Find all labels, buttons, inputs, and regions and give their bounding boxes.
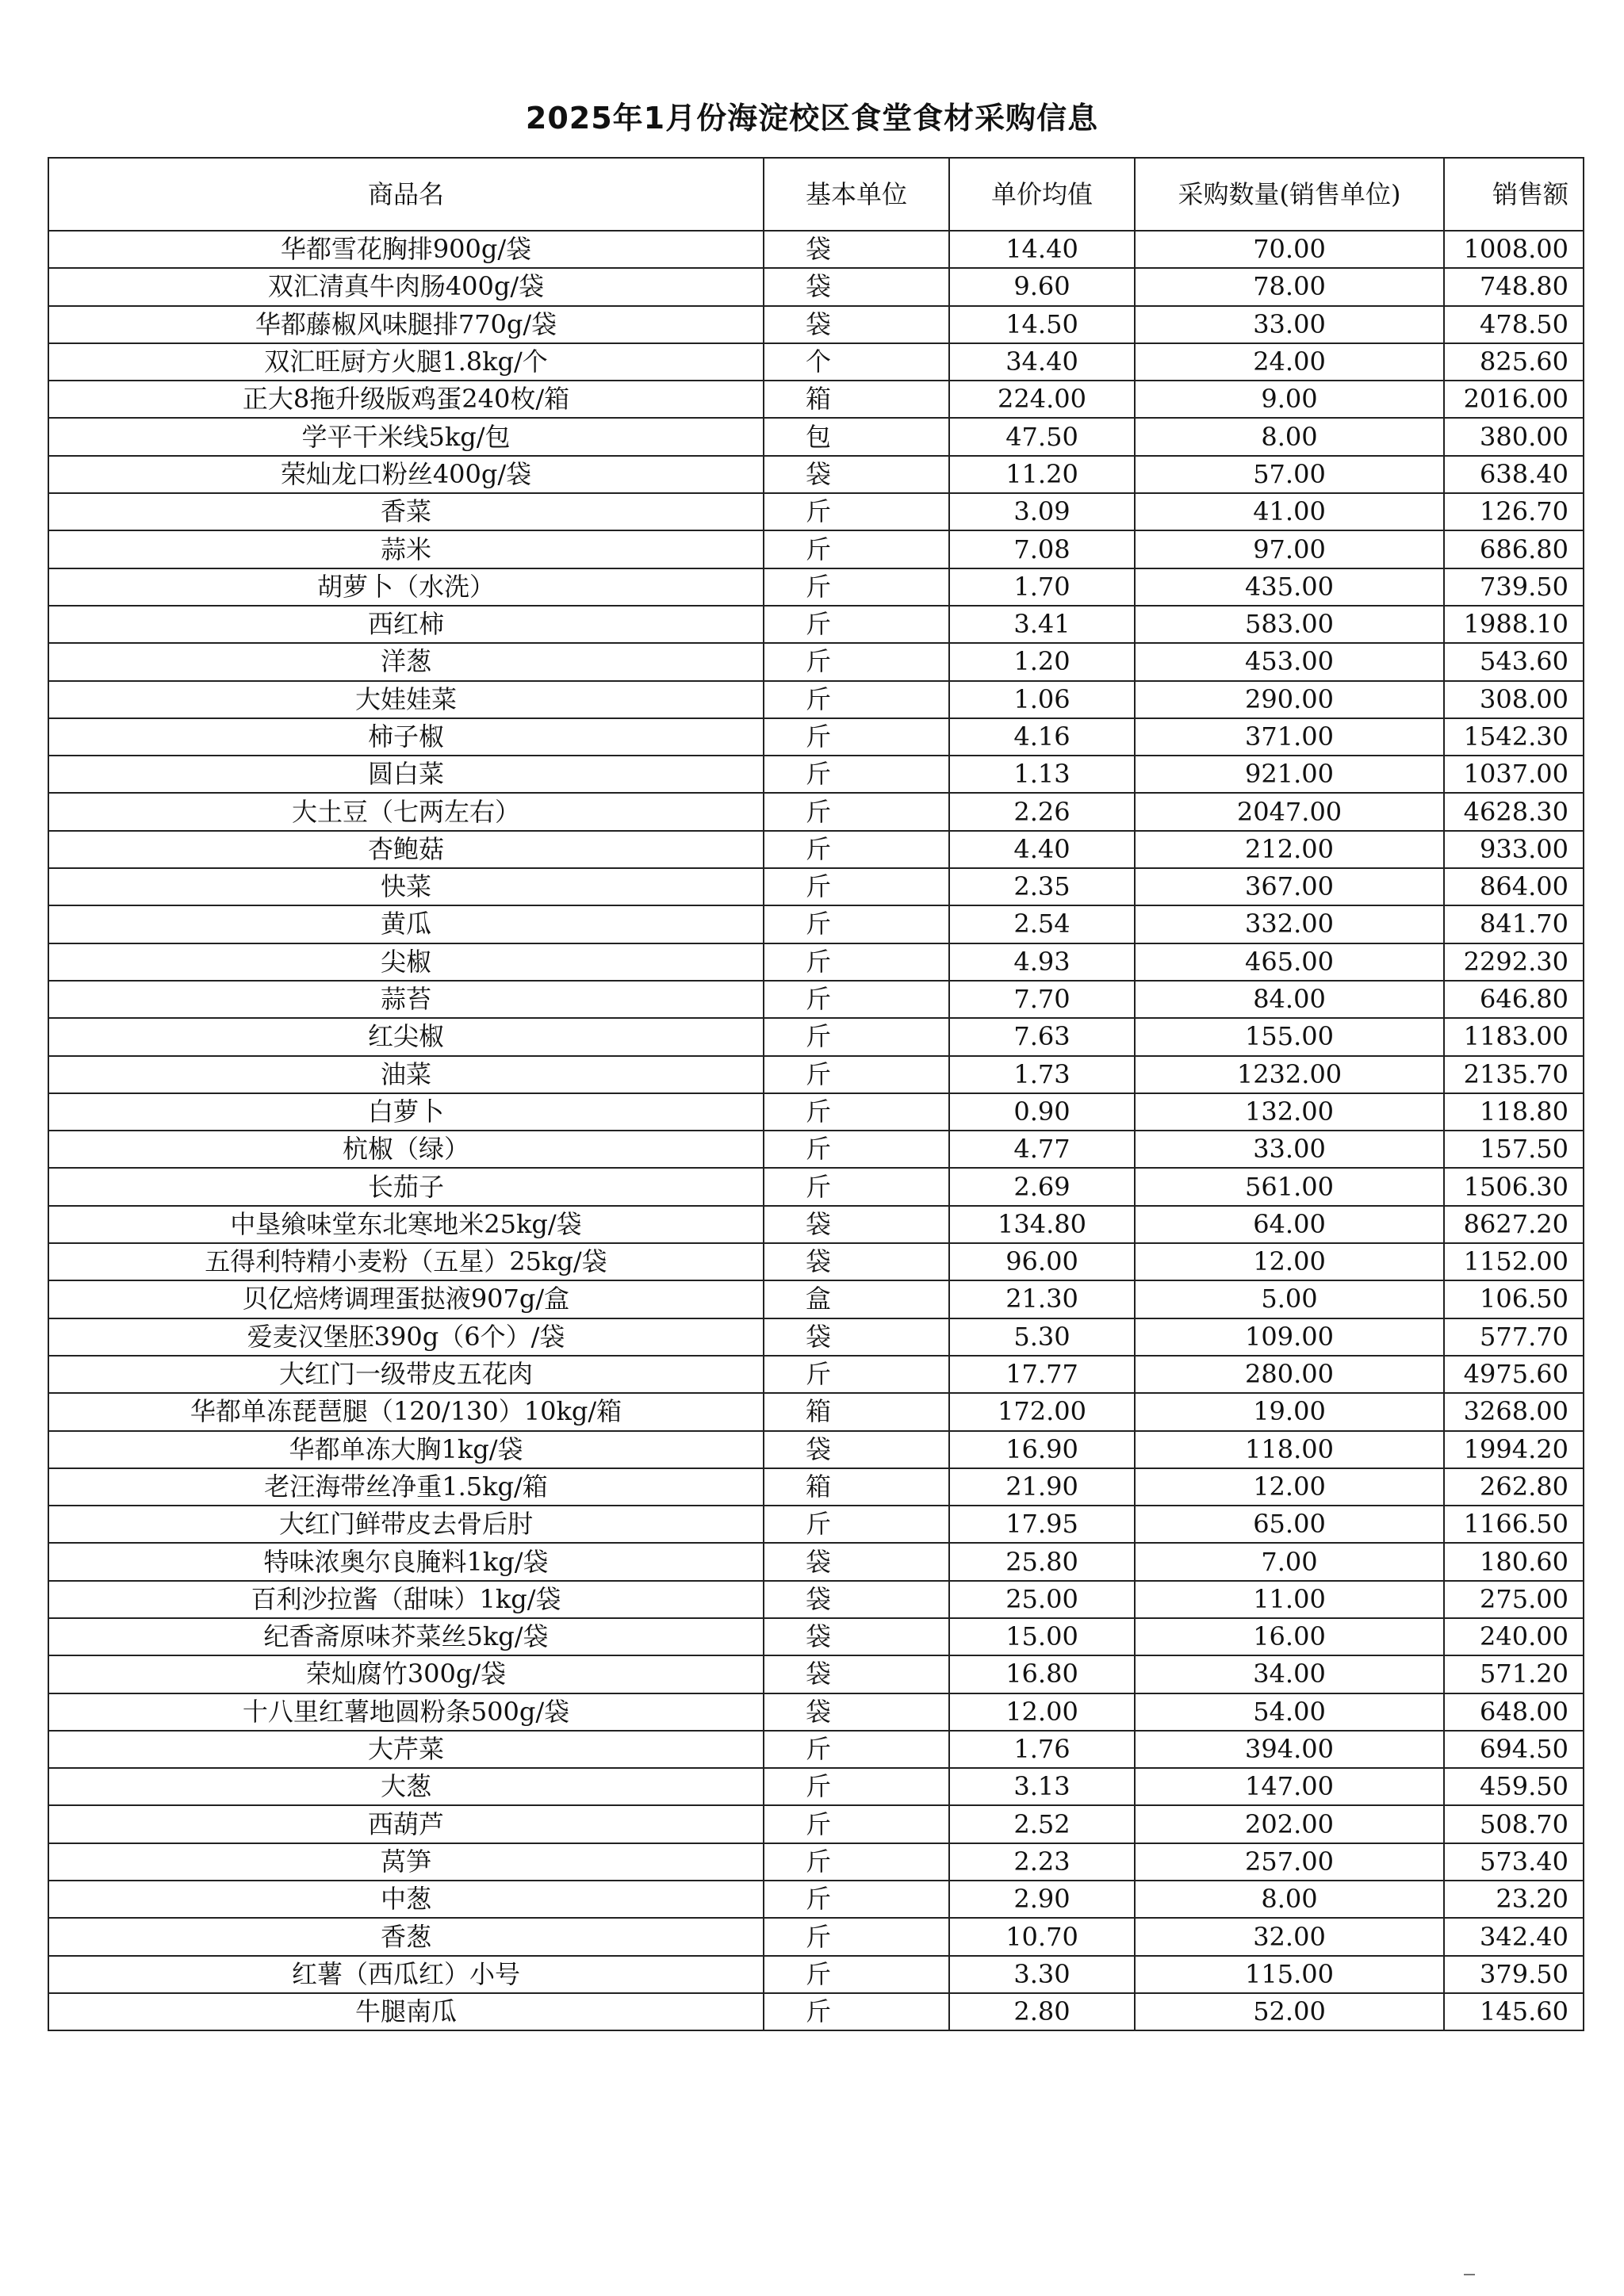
sales-amount-cell: 1037.00 [1444,756,1584,793]
sales-amount-cell: 308.00 [1444,681,1584,718]
quantity-cell: 12.00 [1135,1468,1444,1506]
product-name-cell: 贝亿焙烤调理蛋挞液907g/盒 [48,1280,764,1318]
sales-amount-cell: 2016.00 [1444,381,1584,418]
quantity-cell: 7.00 [1135,1543,1444,1580]
product-name-cell: 爱麦汉堡胚390g（6个）/袋 [48,1318,764,1356]
quantity-cell: 147.00 [1135,1768,1444,1805]
unit-cell: 袋 [764,1206,949,1243]
sales-amount-cell: 8627.20 [1444,1206,1584,1243]
unit-cell: 斤 [764,530,949,568]
table-row [48,1805,1584,1843]
quantity-cell: 9.00 [1135,381,1444,418]
quantity-cell: 11.00 [1135,1581,1444,1618]
sales-amount-cell: 825.60 [1444,343,1584,381]
quantity-cell: 561.00 [1135,1168,1444,1205]
unit-cell: 斤 [764,718,949,756]
unit-cell: 斤 [764,1918,949,1955]
quantity-cell: 41.00 [1135,493,1444,530]
product-name-cell: 华都藤椒风味腿排770g/袋 [48,306,764,343]
unit-price-cell: 11.20 [949,456,1135,493]
product-name-cell: 双汇旺厨方火腿1.8kg/个 [48,343,764,381]
unit-price-cell: 16.80 [949,1655,1135,1693]
header-base-unit: 基本单位 [764,158,949,231]
table-row [48,1168,1584,1205]
unit-cell: 斤 [764,1768,949,1805]
unit-price-cell: 3.41 [949,606,1135,643]
sales-amount-cell: 106.50 [1444,1280,1584,1318]
sales-amount-cell: 262.80 [1444,1468,1584,1506]
sales-amount-cell: 1988.10 [1444,606,1584,643]
unit-cell: 斤 [764,1056,949,1093]
unit-price-cell: 47.50 [949,418,1135,455]
table-row [48,1206,1584,1243]
table-row [48,793,1584,830]
unit-cell: 袋 [764,268,949,305]
page-mark [1464,2274,1475,2275]
unit-price-cell: 7.70 [949,981,1135,1018]
quantity-cell: 97.00 [1135,530,1444,568]
sales-amount-cell: 648.00 [1444,1693,1584,1731]
table-row [48,1093,1584,1131]
quantity-cell: 132.00 [1135,1093,1444,1131]
unit-price-cell: 2.90 [949,1881,1135,1918]
unit-price-cell: 9.60 [949,268,1135,305]
unit-cell: 斤 [764,1731,949,1768]
product-name-cell: 百利沙拉酱（甜味）1kg/袋 [48,1581,764,1618]
quantity-cell: 33.00 [1135,306,1444,343]
table-row [48,493,1584,530]
quantity-cell: 8.00 [1135,418,1444,455]
sales-amount-cell: 1183.00 [1444,1018,1584,1055]
quantity-cell: 52.00 [1135,1993,1444,2030]
unit-price-cell: 2.54 [949,905,1135,943]
sales-amount-cell: 275.00 [1444,1581,1584,1618]
product-name-cell: 荣灿龙口粉丝400g/袋 [48,456,764,493]
unit-cell: 袋 [764,1543,949,1580]
product-name-cell: 大葱 [48,1768,764,1805]
unit-cell: 斤 [764,681,949,718]
table-row [48,568,1584,606]
sales-amount-cell: 2292.30 [1444,943,1584,981]
header-sales-amount: 销售额 [1444,158,1584,231]
unit-cell: 斤 [764,831,949,868]
unit-price-cell: 17.77 [949,1356,1135,1393]
table-row [48,905,1584,943]
sales-amount-cell: 646.80 [1444,981,1584,1018]
product-name-cell: 牛腿南瓜 [48,1993,764,2030]
unit-cell: 斤 [764,1956,949,1993]
sales-amount-cell: 686.80 [1444,530,1584,568]
sales-amount-cell: 864.00 [1444,868,1584,905]
quantity-cell: 54.00 [1135,1693,1444,1731]
table-row [48,1393,1584,1430]
sales-amount-cell: 694.50 [1444,1731,1584,1768]
unit-cell: 斤 [764,606,949,643]
table-row [48,1768,1584,1805]
product-name-cell: 西葫芦 [48,1805,764,1843]
unit-price-cell: 3.13 [949,1768,1135,1805]
unit-price-cell: 1.13 [949,756,1135,793]
unit-cell: 袋 [764,1581,949,1618]
sales-amount-cell: 577.70 [1444,1318,1584,1356]
unit-cell: 袋 [764,1655,949,1693]
unit-price-cell: 34.40 [949,343,1135,381]
unit-cell: 斤 [764,868,949,905]
quantity-cell: 16.00 [1135,1618,1444,1655]
sales-amount-cell: 543.60 [1444,643,1584,680]
table-body [48,231,1584,2030]
unit-cell: 斤 [764,756,949,793]
sales-amount-cell: 1994.20 [1444,1431,1584,1468]
table-row [48,1693,1584,1731]
unit-cell: 斤 [764,1881,949,1918]
unit-price-cell: 1.70 [949,568,1135,606]
product-name-cell: 华都单冻大胸1kg/袋 [48,1431,764,1468]
product-name-cell: 双汇清真牛肉肠400g/袋 [48,268,764,305]
unit-price-cell: 2.80 [949,1993,1135,2030]
unit-cell: 斤 [764,905,949,943]
unit-price-cell: 2.35 [949,868,1135,905]
sales-amount-cell: 508.70 [1444,1805,1584,1843]
unit-cell: 斤 [764,943,949,981]
page-title: 2025年1月份海淀校区食堂食材采购信息 [525,101,1099,136]
unit-price-cell: 0.90 [949,1093,1135,1131]
quantity-cell: 12.00 [1135,1243,1444,1280]
table-row [48,1356,1584,1393]
table-row [48,1543,1584,1580]
quantity-cell: 8.00 [1135,1881,1444,1918]
product-name-cell: 中葱 [48,1881,764,1918]
sales-amount-cell: 4975.60 [1444,1356,1584,1393]
product-name-cell: 五得利特精小麦粉（五星）25kg/袋 [48,1243,764,1280]
sales-amount-cell: 157.50 [1444,1131,1584,1168]
table-row [48,1956,1584,1993]
sales-amount-cell: 739.50 [1444,568,1584,606]
unit-price-cell: 14.40 [949,231,1135,268]
sales-amount-cell: 180.60 [1444,1543,1584,1580]
unit-price-cell: 134.80 [949,1206,1135,1243]
quantity-cell: 202.00 [1135,1805,1444,1843]
table-row [48,1506,1584,1543]
unit-price-cell: 2.23 [949,1843,1135,1881]
table-row [48,1918,1584,1955]
sales-amount-cell: 342.40 [1444,1918,1584,1955]
quantity-cell: 34.00 [1135,1655,1444,1693]
table-row [48,606,1584,643]
quantity-cell: 24.00 [1135,343,1444,381]
quantity-cell: 465.00 [1135,943,1444,981]
table-header [48,158,1584,231]
product-name-cell: 大红门一级带皮五花肉 [48,1356,764,1393]
quantity-cell: 212.00 [1135,831,1444,868]
table-row [48,1468,1584,1506]
table-row [48,530,1584,568]
sales-amount-cell: 240.00 [1444,1618,1584,1655]
sales-amount-cell: 459.50 [1444,1768,1584,1805]
unit-cell: 箱 [764,1468,949,1506]
table-row [48,1993,1584,2030]
unit-cell: 斤 [764,568,949,606]
product-name-cell: 圆白菜 [48,756,764,793]
sales-amount-cell: 1152.00 [1444,1243,1584,1280]
quantity-cell: 921.00 [1135,756,1444,793]
header-quantity: 采购数量(销售单位) [1135,158,1444,231]
product-name-cell: 华都雪花胸排900g/袋 [48,231,764,268]
sales-amount-cell: 379.50 [1444,1956,1584,1993]
unit-cell: 袋 [764,1318,949,1356]
table-row [48,1881,1584,1918]
unit-price-cell: 96.00 [949,1243,1135,1280]
table-row [48,1431,1584,1468]
product-name-cell: 油菜 [48,1056,764,1093]
quantity-cell: 435.00 [1135,568,1444,606]
table-row [48,718,1584,756]
unit-price-cell: 10.70 [949,1918,1135,1955]
table-row [48,456,1584,493]
unit-price-cell: 7.08 [949,530,1135,568]
table-row [48,381,1584,418]
product-name-cell: 香葱 [48,1918,764,1955]
unit-cell: 个 [764,343,949,381]
unit-price-cell: 4.93 [949,943,1135,981]
quantity-cell: 32.00 [1135,1918,1444,1955]
quantity-cell: 332.00 [1135,905,1444,943]
unit-cell: 斤 [764,643,949,680]
product-name-cell: 白萝卜 [48,1093,764,1131]
unit-cell: 斤 [764,793,949,830]
unit-price-cell: 5.30 [949,1318,1135,1356]
quantity-cell: 65.00 [1135,1506,1444,1543]
sales-amount-cell: 638.40 [1444,456,1584,493]
table-row [48,1843,1584,1881]
quantity-cell: 118.00 [1135,1431,1444,1468]
sales-amount-cell: 2135.70 [1444,1056,1584,1093]
sales-amount-cell: 478.50 [1444,306,1584,343]
table-row [48,1280,1584,1318]
unit-price-cell: 1.76 [949,1731,1135,1768]
unit-cell: 斤 [764,493,949,530]
unit-price-cell: 4.77 [949,1131,1135,1168]
table-row [48,1131,1584,1168]
unit-price-cell: 3.09 [949,493,1135,530]
quantity-cell: 33.00 [1135,1131,1444,1168]
unit-price-cell: 25.80 [949,1543,1135,1580]
product-name-cell: 大芹菜 [48,1731,764,1768]
sales-amount-cell: 1008.00 [1444,231,1584,268]
product-name-cell: 尖椒 [48,943,764,981]
sales-amount-cell: 1166.50 [1444,1506,1584,1543]
unit-cell: 箱 [764,1393,949,1430]
quantity-cell: 2047.00 [1135,793,1444,830]
quantity-cell: 78.00 [1135,268,1444,305]
product-name-cell: 西红柿 [48,606,764,643]
unit-cell: 斤 [764,981,949,1018]
product-name-cell: 荣灿腐竹300g/袋 [48,1655,764,1693]
table-row [48,1731,1584,1768]
product-name-cell: 大红门鲜带皮去骨后肘 [48,1506,764,1543]
quantity-cell: 453.00 [1135,643,1444,680]
unit-cell: 包 [764,418,949,455]
unit-cell: 斤 [764,1018,949,1055]
quantity-cell: 84.00 [1135,981,1444,1018]
product-name-cell: 快菜 [48,868,764,905]
unit-cell: 袋 [764,1618,949,1655]
sales-amount-cell: 748.80 [1444,268,1584,305]
product-name-cell: 大娃娃菜 [48,681,764,718]
product-name-cell: 蒜米 [48,530,764,568]
table-row [48,1581,1584,1618]
sales-amount-cell: 145.60 [1444,1993,1584,2030]
product-name-cell: 老汪海带丝净重1.5kg/箱 [48,1468,764,1506]
product-name-cell: 蒜苔 [48,981,764,1018]
table-row [48,231,1584,268]
product-name-cell: 柿子椒 [48,718,764,756]
product-name-cell: 洋葱 [48,643,764,680]
unit-cell: 斤 [764,1168,949,1205]
quantity-cell: 1232.00 [1135,1056,1444,1093]
unit-cell: 袋 [764,306,949,343]
sales-amount-cell: 4628.30 [1444,793,1584,830]
quantity-cell: 19.00 [1135,1393,1444,1430]
product-name-cell: 十八里红薯地圆粉条500g/袋 [48,1693,764,1731]
sales-amount-cell: 933.00 [1444,831,1584,868]
unit-cell: 袋 [764,231,949,268]
unit-cell: 袋 [764,1431,949,1468]
product-name-cell: 杏鲍菇 [48,831,764,868]
unit-cell: 斤 [764,1805,949,1843]
sales-amount-cell: 380.00 [1444,418,1584,455]
sales-amount-cell: 118.80 [1444,1093,1584,1131]
unit-price-cell: 7.63 [949,1018,1135,1055]
table-row [48,268,1584,305]
quantity-cell: 5.00 [1135,1280,1444,1318]
table-row [48,981,1584,1018]
unit-price-cell: 4.16 [949,718,1135,756]
unit-price-cell: 16.90 [949,1431,1135,1468]
unit-price-cell: 2.26 [949,793,1135,830]
sales-amount-cell: 3268.00 [1444,1393,1584,1430]
header-product-name: 商品名 [48,158,764,231]
table-row [48,306,1584,343]
product-name-cell: 胡萝卜（水洗） [48,568,764,606]
quantity-cell: 371.00 [1135,718,1444,756]
unit-price-cell: 25.00 [949,1581,1135,1618]
unit-price-cell: 2.69 [949,1168,1135,1205]
quantity-cell: 155.00 [1135,1018,1444,1055]
sales-amount-cell: 126.70 [1444,493,1584,530]
unit-cell: 斤 [764,1131,949,1168]
product-name-cell: 红薯（西瓜红）小号 [48,1956,764,1993]
unit-cell: 斤 [764,1356,949,1393]
quantity-cell: 290.00 [1135,681,1444,718]
product-name-cell: 长茄子 [48,1168,764,1205]
unit-price-cell: 15.00 [949,1618,1135,1655]
unit-price-cell: 3.30 [949,1956,1135,1993]
product-name-cell: 莴笋 [48,1843,764,1881]
unit-price-cell: 21.90 [949,1468,1135,1506]
quantity-cell: 394.00 [1135,1731,1444,1768]
quantity-cell: 280.00 [1135,1356,1444,1393]
unit-cell: 袋 [764,456,949,493]
table-row [48,343,1584,381]
table-row [48,643,1584,680]
unit-cell: 袋 [764,1693,949,1731]
unit-cell: 斤 [764,1506,949,1543]
unit-price-cell: 4.40 [949,831,1135,868]
table-row [48,756,1584,793]
table-row [48,1018,1584,1055]
unit-cell: 斤 [764,1993,949,2030]
table-row [48,943,1584,981]
quantity-cell: 583.00 [1135,606,1444,643]
sales-amount-cell: 841.70 [1444,905,1584,943]
sales-amount-cell: 23.20 [1444,1881,1584,1918]
product-name-cell: 香菜 [48,493,764,530]
table-row [48,1056,1584,1093]
unit-price-cell: 12.00 [949,1693,1135,1731]
unit-price-cell: 17.95 [949,1506,1135,1543]
quantity-cell: 257.00 [1135,1843,1444,1881]
product-name-cell: 华都单冻琵琶腿（120/130）10kg/箱 [48,1393,764,1430]
product-name-cell: 正大8拖升级版鸡蛋240枚/箱 [48,381,764,418]
table-row [48,868,1584,905]
table-row [48,681,1584,718]
procurement-table [48,157,1584,2031]
sales-amount-cell: 1506.30 [1444,1168,1584,1205]
header-unit-price: 单价均值 [949,158,1135,231]
table-row [48,831,1584,868]
unit-cell: 盒 [764,1280,949,1318]
table-row [48,1618,1584,1655]
unit-price-cell: 224.00 [949,381,1135,418]
product-name-cell: 特味浓奥尔良腌料1kg/袋 [48,1543,764,1580]
quantity-cell: 109.00 [1135,1318,1444,1356]
product-name-cell: 黄瓜 [48,905,764,943]
product-name-cell: 中垦飨味堂东北寒地米25kg/袋 [48,1206,764,1243]
quantity-cell: 57.00 [1135,456,1444,493]
product-name-cell: 杭椒（绿） [48,1131,764,1168]
quantity-cell: 70.00 [1135,231,1444,268]
header-row [48,158,1584,231]
sales-amount-cell: 1542.30 [1444,718,1584,756]
quantity-cell: 115.00 [1135,1956,1444,1993]
quantity-cell: 64.00 [1135,1206,1444,1243]
unit-price-cell: 14.50 [949,306,1135,343]
table-row [48,418,1584,455]
product-name-cell: 红尖椒 [48,1018,764,1055]
table-row [48,1318,1584,1356]
quantity-cell: 367.00 [1135,868,1444,905]
unit-price-cell: 21.30 [949,1280,1135,1318]
product-name-cell: 大土豆（七两左右） [48,793,764,830]
unit-price-cell: 1.73 [949,1056,1135,1093]
product-name-cell: 纪香斋原味芥菜丝5kg/袋 [48,1618,764,1655]
unit-price-cell: 1.06 [949,681,1135,718]
unit-price-cell: 2.52 [949,1805,1135,1843]
table-row [48,1243,1584,1280]
product-name-cell: 学平干米线5kg/包 [48,418,764,455]
table-row [48,1655,1584,1693]
unit-price-cell: 1.20 [949,643,1135,680]
sales-amount-cell: 573.40 [1444,1843,1584,1881]
unit-price-cell: 172.00 [949,1393,1135,1430]
unit-cell: 箱 [764,381,949,418]
unit-cell: 袋 [764,1243,949,1280]
unit-cell: 斤 [764,1093,949,1131]
unit-cell: 斤 [764,1843,949,1881]
sales-amount-cell: 571.20 [1444,1655,1584,1693]
